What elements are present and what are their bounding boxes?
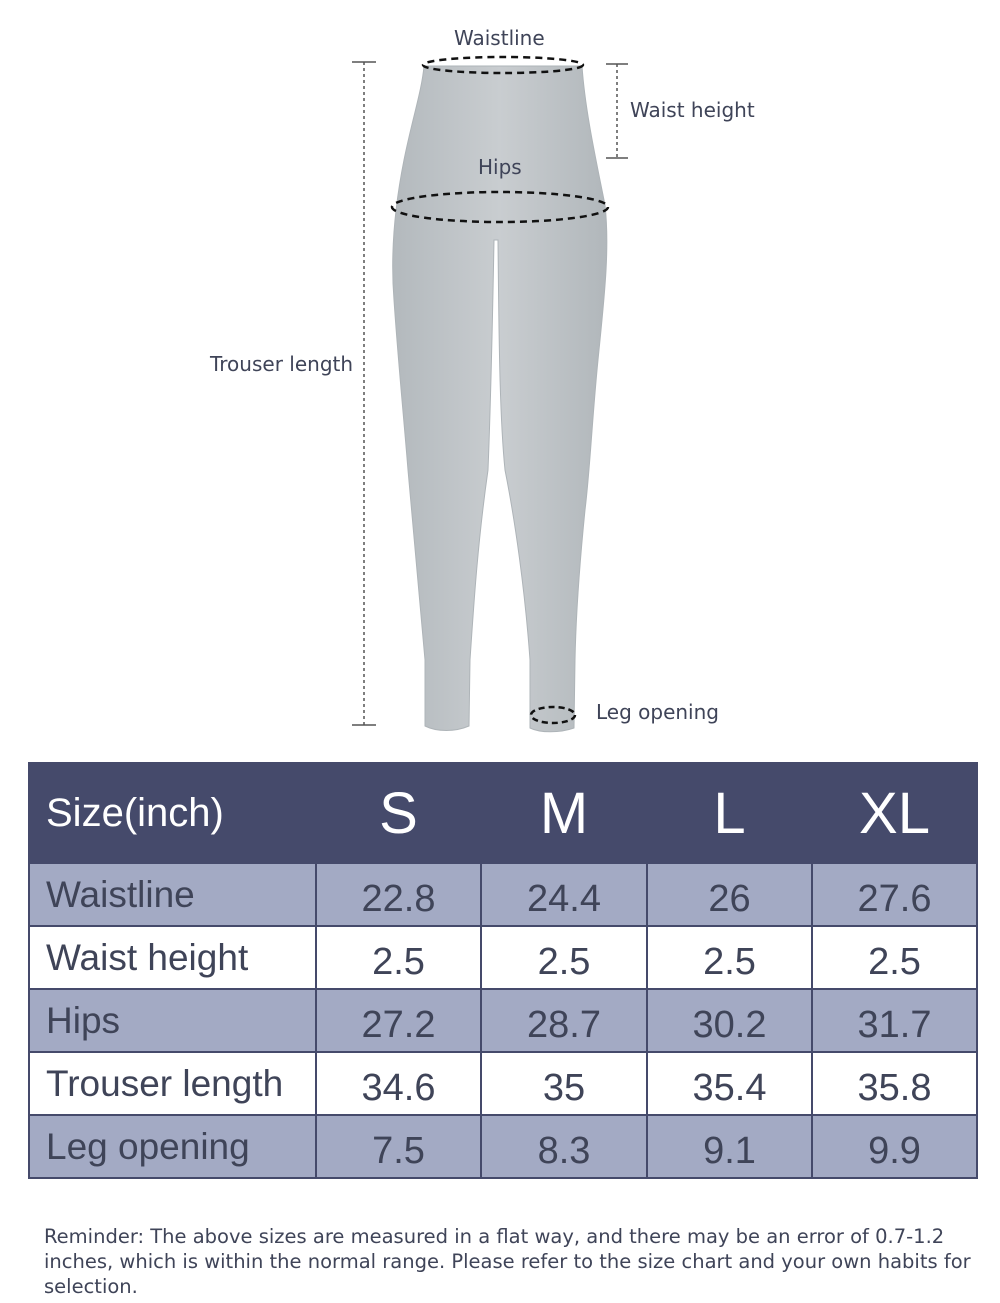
label-trouser-length: Trouser length xyxy=(210,352,354,376)
label-waistline: Waistline xyxy=(454,26,545,50)
table-header-row xyxy=(29,763,977,863)
table-row xyxy=(29,989,977,1052)
row-label: Waist height xyxy=(29,926,316,989)
table-cell: 34.6 xyxy=(316,1052,481,1115)
table-cell: 27.6 xyxy=(812,863,977,926)
table-row xyxy=(29,1052,977,1115)
trouser-length-dimension xyxy=(352,62,376,725)
table-cell: 9.9 xyxy=(812,1115,977,1178)
size-header-s: S xyxy=(316,763,481,863)
label-waist-height: Waist height xyxy=(630,98,755,122)
label-hips: Hips xyxy=(478,155,522,179)
table-cell: 2.5 xyxy=(481,926,647,989)
reminder-note: Reminder: The above sizes are measured in a flat way, and there may be an error of 0.7-1.2 inches, which is within the normal range. Please refer to the size chart and your own habits for selection. xyxy=(44,1225,971,1298)
table-row xyxy=(29,926,977,989)
size-header-m: M xyxy=(481,763,647,863)
table-cell: 27.2 xyxy=(316,989,481,1052)
table-cell: 2.5 xyxy=(812,926,977,989)
label-leg-opening: Leg opening xyxy=(596,700,719,724)
table-cell: 8.3 xyxy=(481,1115,647,1178)
table-row xyxy=(29,863,977,926)
table-cell: 2.5 xyxy=(647,926,812,989)
table-cell: 35 xyxy=(481,1052,647,1115)
row-label: Waistline xyxy=(29,863,316,926)
table-cell: 24.4 xyxy=(481,863,647,926)
table-cell: 26 xyxy=(647,863,812,926)
size-header-l: L xyxy=(647,763,812,863)
table-cell: 2.5 xyxy=(316,926,481,989)
table-row xyxy=(29,1115,977,1178)
row-label: Leg opening xyxy=(29,1115,316,1178)
size-header-xl: XL xyxy=(812,763,977,863)
waist-height-dimension xyxy=(606,64,628,158)
table-cell: 30.2 xyxy=(647,989,812,1052)
table-cell: 31.7 xyxy=(812,989,977,1052)
size-chart-table xyxy=(28,762,978,1179)
table-cell: 7.5 xyxy=(316,1115,481,1178)
row-label: Trouser length xyxy=(29,1052,316,1115)
table-cell: 35.8 xyxy=(812,1052,977,1115)
table-cell: 28.7 xyxy=(481,989,647,1052)
table-cell: 9.1 xyxy=(647,1115,812,1178)
size-unit-header: Size(inch) xyxy=(29,763,316,863)
table-cell: 22.8 xyxy=(316,863,481,926)
row-label: Hips xyxy=(29,989,316,1052)
table-cell: 35.4 xyxy=(647,1052,812,1115)
